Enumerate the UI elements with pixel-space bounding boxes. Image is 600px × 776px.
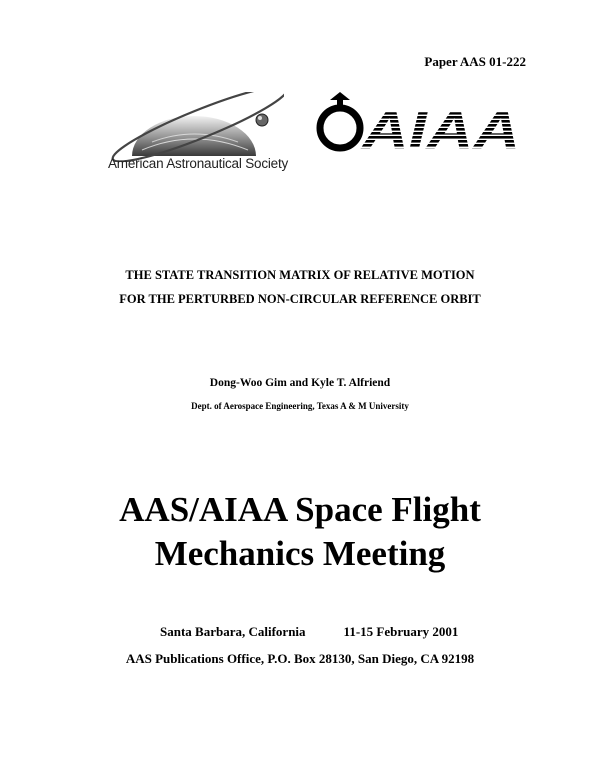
aiaa-logo <box>310 92 522 156</box>
aiaa-logo-mark-icon <box>310 92 522 156</box>
publications-address: AAS Publications Office, P.O. Box 28130, San Diego, CA 92198 <box>125 651 475 666</box>
paper-number: Paper AAS 01-222 <box>424 54 526 69</box>
paper-title <box>0 263 600 311</box>
meeting-name-line-1: AAS/AIAA Space Flight <box>119 490 481 529</box>
meeting-name-line-2: Mechanics Meeting <box>154 534 446 573</box>
meeting-name <box>0 488 600 576</box>
paper-title-line-1: THE STATE TRANSITION MATRIX OF RELATIVE MOTION <box>125 268 475 282</box>
meeting-dates: 11-15 February 2001 <box>343 624 459 639</box>
globe-orbit-icon <box>104 92 284 162</box>
authors: Dong-Woo Gim and Kyle T. Alfriend <box>209 377 391 389</box>
aas-logo-text: American Astronautical Society <box>108 156 289 171</box>
affiliation: Dept. of Aerospace Engineering, Texas A & M University <box>191 401 409 411</box>
meeting-location-date <box>160 624 458 640</box>
aiaa-logo-text: AIAA <box>359 102 520 156</box>
aas-logo <box>104 92 289 182</box>
paper-title-line-2: FOR THE PERTURBED NON-CIRCULAR REFERENCE ORBIT <box>119 292 481 306</box>
meeting-location: Santa Barbara, California <box>160 624 306 639</box>
